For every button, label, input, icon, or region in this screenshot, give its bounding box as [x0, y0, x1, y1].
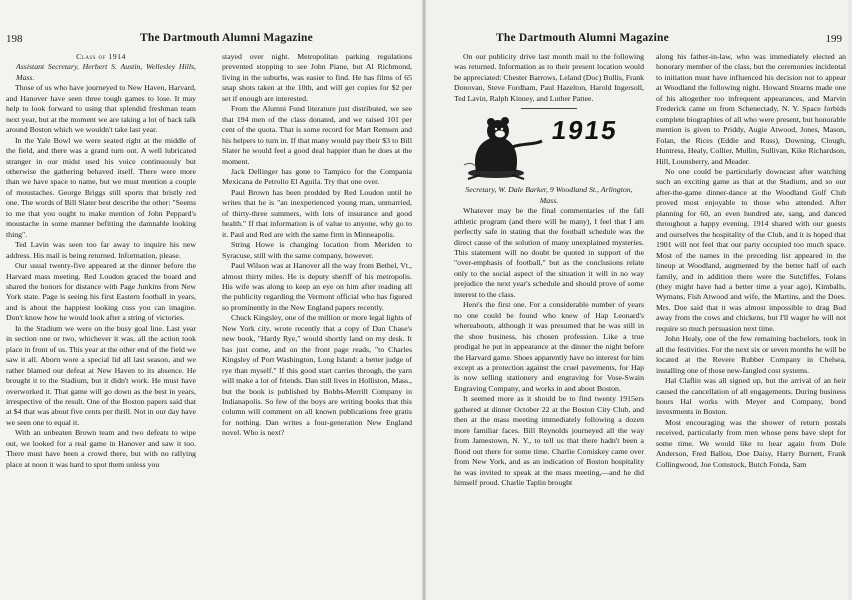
right-column-1 [454, 52, 644, 588]
paragraph: Here's the first one. For a considerable number of years no one could be found who knew of Hap Leonard's whereabouts, although it was presumed that he was still in the shoe business, his chosen profession. Like a true prodigal he put in appearance at the dinner the night before the Harvard game. Shoes apparently have no interest for him except as a protection against the cruel pavements, for Hap is now selling stationery and engraving for Vose-Swain Engraving Company, and works in and about Boston. [454, 300, 644, 393]
paragraph: In the Stadium we were on the busy goal line. Last year in section one or two, whichever it was, all the action took place in front of us. This year at the other end of the field we saw it all. Aborn wore a special lid all last season, and we rather blamed our defeat at New Haven to its absence. He brought it to the Stadium, but it didn't work. He must have overworked it. That game will go down as the best in years, irrespective of the result. One of the Boston papers said that at $4 that was about five cents per thrill. Not in our day have we seen one to equal it. [6, 323, 196, 427]
secretary-line: Assistant Secretary, Herbert S. Austin, Wellesley Hills, Mass. [16, 62, 196, 82]
paragraph: John Healy, one of the few remaining bachelors, took in all the festivities. For the next six or seven months he will be located at the Revere Rubber Company in Chelsea, installing one of those new-fangled cost systems. [656, 334, 846, 375]
paragraph: Our usual twenty-five appeared at the dinner before the Harvard mass meeting. Red Loudon graced the board and shared the honors for distance with Page Junkins from New York state. Page is seeing his first Eastern football in years, and is about the happiest looking cuss you can imagine. Don't know how he would look after a string of victories. [6, 261, 196, 323]
paragraph: On our publicity drive last month mail to the following was returned. Information as to their present location would be appreciated: Chester Barrows, Leland (Doc) Bullis, Frank Donovan, Steve Fordham, Paul Hazelton, Harold Ingersoll, Ted Lavin, Ralph Kinney, and Luther Pattee. [454, 52, 644, 103]
paragraph: Most encouraging was the shower of return postals received, particularly from men whose pens have slept for some time. We would like to hear again from Dole Anderson, Fred Ballou, Doe Daisy, Harry Burnett, Frank Collingwood, Joe Comstock, Butch Fonda, Sam [656, 417, 846, 469]
page-number: 198 [6, 33, 23, 45]
secretary-line: Secretary, W. Dale Barker, 9 Woodland St., Arlington, Mass. [465, 185, 633, 205]
paragraph: stayed over night. Metropolitan parking regulations prevented stopping to see John Piane, but Al Richmond, living in the suburbs, was easier to find. He has films of 65 snap shots taken at the 10th, and will get copies for $2 per set if enough are interested. [222, 52, 412, 103]
paragraph: In the Yale Bowl we were seated right at the middle of the field, and there was a grand turn out. A well lubricated stranger in our midst used his voice continuously but otherwise the gathering behaved itself. There were more than we have space to name, but we must mention a couple of moustaches. George Briggs still sports that bristly red one. The words of Bill Slater best describe the other: "Seems to me that you ought to make mention of John Peppard's moustache in some manner befitting the damnable looking thing". [6, 135, 196, 239]
paragraph: It seemed more as it should be to find twenty 1915ers gathered at dinner October 22 at the Boston City Club, and then at the mass meeting immediately following a dozen more familiar faces. Bill Reynolds journeyed all the way from Jamestown, N. Y., to tell us that there hadn't been a flood out there for some time. Charlie Comiskey came over from New York, and as an indication of Boston hospitality he was invited to speak at the mass meeting,—and he did himself proud. Charlie Taplin brought [454, 394, 644, 487]
paragraph: Whatever may be the final commentaries of the fall athletic program (and there will be many), I feel that I am perfectly safe in stating that the football schedule was the direct cause of the solution of many unexplained mysteries. This statement will no doubt be quoted in support of the "over-emphasis of football," but as the conclusions relate only to the social aspect of the situation it will in no way prejudice the next year's schedule and should prove of some interest to the class. [454, 206, 644, 299]
section-divider [521, 108, 577, 109]
page-number: 199 [825, 33, 842, 45]
paragraph: along his father-in-law, who was immediately elected an honorary member of the class, but the ceremonies incidental to initiation must have influenced his decision not to appear at Woodland the following night. Howard Stearns made one of his altogether too infrequent appearances, and Marvin Frederick came on from Schenectady, N. Y. Space forbids complete biographies of all who were present, but honorable mention is given to Priddy, Augie Atwood, Jones, Mason, Folan, the Rices (Eddie and Russ), Downing, Clough, Huntress, Healy, Collier, Mullin, Sullivan, Kike Richardson, Hill, Lounsberry, and Meader. [656, 52, 846, 166]
class-year-logo-text: 1915 [549, 115, 620, 146]
paragraph: String Howe is changing location from Meriden to Syracuse, still with the same company, however. [222, 240, 412, 260]
bear-cartoon-icon [462, 113, 552, 183]
paragraph: Chuck Kingsley, one of the million or more legal lights of New York city, wrote recently that a copy of Dan Chase's new book, "Hardy Rye," would shortly land on my desk. It has just come, and on the front page reads, "to Charles Kingsley of Port Washington, Long Island: a better judge of rye than myself." If this good start carries through, the yarn will make a lot of friends. Dan still lives in Holliston, Mass., but the book is published by Bobbs-Merrill Company in Indianapolis. So few of the boys are writing books that this column will comment on all known publications free gratis for nothing. Dan writes a four-generation New England novel. Who is next? [222, 313, 412, 438]
right-column-2 [656, 52, 846, 588]
left-page [0, 0, 422, 600]
class-heading: Class of 1914 [76, 52, 126, 61]
paragraph: Paul Brown has been prodded by Red Loudon until he writes that he is "an inexperienced young man, unmarried, of thirty-three summers, with lots of insurance and good health." If that information is of value to anyone, why go to it. Paul and Red are with the same firm in Minneapolis. [222, 187, 412, 239]
class-logo [454, 113, 644, 183]
left-column-1 [6, 52, 196, 588]
paragraph: With an unbeaten Brown team and two defeats to wipe out, we looked for a real game in Hanover and saw it too. There must have been a crowd there, but with no rallying place at noon it was hard to spot them unless you [6, 428, 196, 469]
paragraph: Ted Lavin was seen too far away to inquire his new address. His mail is being returned. Information, please. [6, 240, 196, 260]
paragraph: From the Alumni Fund literature just distributed, we see that 194 men of the class donated, and we raised 101 per cent of the quota. That is some record for Mart Remsen and his helpers to turn in. If that many would pay their $3 to Bill Slater he would feel a good deal happier than he does at the moment. [222, 104, 412, 166]
paragraph: Paul Wilson was at Hanover all the way from Bethel, Vt., almost thirty miles. He is deputy sheriff of his metropolis. His wife was along to keep an eye on him after reading all the publicity regarding the Vermont official who has figured so prominently in the New England papers recently. [222, 261, 412, 312]
paragraph: Hal Claflin was all signed up, but the arrival of an heir caused the cancellation of all engagements. During business hours Hal works with Meyer and Company, bond investments in Boston. [656, 376, 846, 417]
right-page [426, 0, 848, 600]
paragraph: Those of us who have journeyed to New Haven, Harvard, and Hanover have seen three tough games to lose. It may help to look forward to using that splendid freshman team next year, but at the moment we are taking a lot of back talk around Boston which we wouldn't take last year. [6, 83, 196, 135]
running-head: The Dartmouth Alumni Magazine [496, 32, 669, 44]
paragraph: Jack Dellinger has gone to Tampico for the Compania Mexicana de Petrolio El Aguila. Try that one over. [222, 166, 412, 187]
left-column-2 [222, 52, 412, 588]
paragraph: No one could be particularly downcast after watching such an exciting game as that at the Stadium, and so our after-the-game dinner-dance at the Woodland Golf Club proved most enjoyable to those who attended. After planning for 60, an even hundred ate, sang, and danced throughout a happy evening. 1914 shared with our guests and ourselves the hospitality of the Club, and it is hoped that 1901 will not feel that our party occupied too much space. Most of the names in the preceding list appeared in the lineup at Woodland, augmented by the better half of each family, and in addition there were the Sutcliffes, Folans (they might have had a better time a year ago), Kimballs, Wymans, Fish Atwood and wife, the Martins, and the Does. Mrs. Doe said that it was almost impossible to drag Bud away from the cows and chickens, but I'll wager he will not require so much persuasion next time. [656, 166, 846, 333]
running-head: The Dartmouth Alumni Magazine [140, 32, 313, 44]
